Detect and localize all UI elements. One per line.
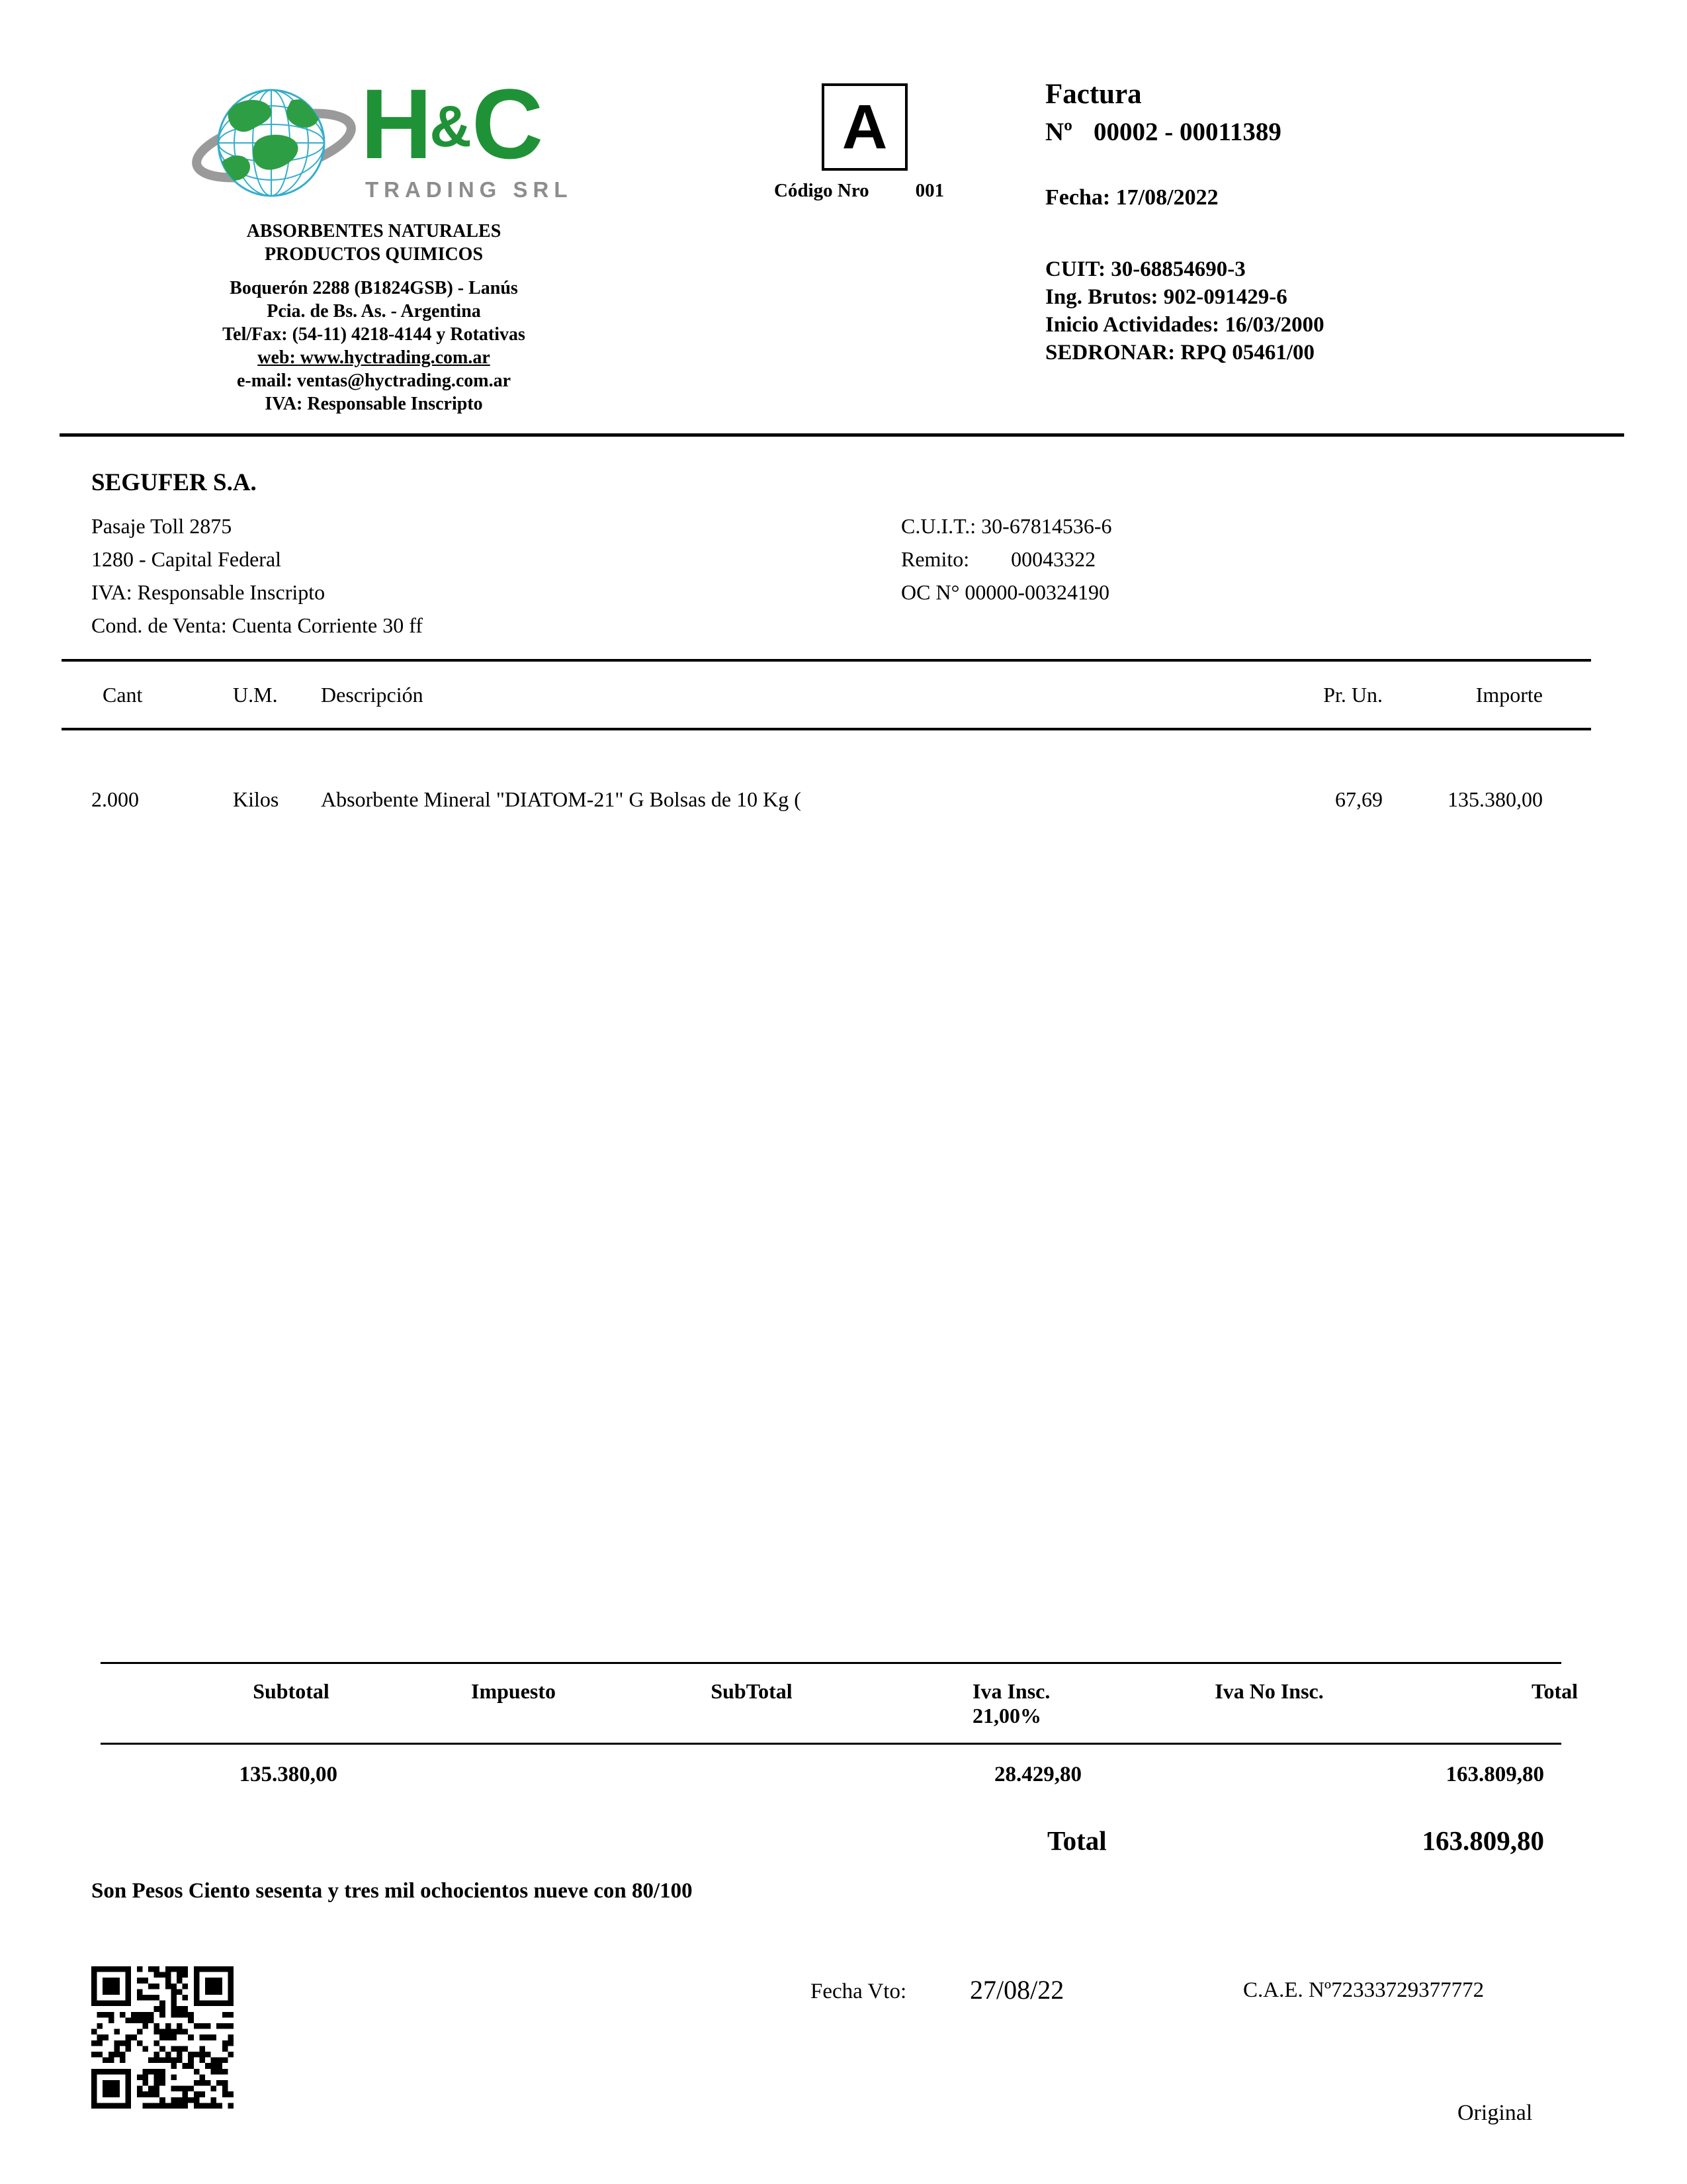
col-header-pr-un: Pr. Un. [1323,683,1383,707]
customer-address-2: 1280 - Capital Federal [91,547,282,571]
seller-web: web: www.hyctrading.com.ar [257,347,490,368]
item-pr-un: 67,69 [1335,787,1383,811]
table-header-rule [62,728,1591,730]
col-header-cant: Cant [103,683,143,707]
seller-iva: IVA: Responsable Inscripto [265,394,483,414]
totals-header-subtotal: Subtotal [253,1679,329,1703]
totals-top-rule [101,1662,1561,1664]
totals-subtotal-value: 135.380,00 [239,1763,337,1786]
seller-info-block [126,220,622,415]
brand-subtitle: TRADING SRL [365,177,573,202]
invoice-title: Factura [1045,79,1142,110]
customer-iva: IVA: Responsable Inscripto [91,580,325,604]
remito-value: 00043322 [1011,547,1096,571]
seller-cuit: CUIT: 30-68854690-3 [1045,257,1246,281]
totals-header-subtotal2: SubTotal [711,1679,793,1703]
invoice-number-label: Nº [1045,118,1073,146]
codigo-nro-label: Código Nro [774,180,869,201]
col-header-um: U.M. [233,683,278,707]
item-um: Kilos [233,787,279,811]
fecha-vto-label: Fecha Vto: [810,1980,907,2003]
invoice-type-letter: A [842,91,888,162]
brand-c: C [471,68,541,179]
iva-insc-rate: 21,00% [973,1704,1041,1727]
totals-header-impuesto: Impuesto [470,1679,556,1703]
item-descripcion: Absorbente Mineral "DIATOM-21" G Bolsas de 10 Kg ( [321,787,801,811]
customer-address-1: Pasaje Toll 2875 [91,514,232,538]
seller-email: e-mail: ventas@hyctrading.com.ar [236,371,511,391]
seller-fiscal-block [1045,255,1641,367]
seller-sedronar: SEDRONAR: RPQ 05461/00 [1045,341,1315,365]
seller-ing-brutos: Ing. Brutos: 902-091429-6 [1045,285,1287,309]
brand-logo-text [361,68,541,179]
customer-remito-row [901,543,1111,576]
invoice-number-value: 00002 - 00011389 [1094,118,1281,146]
totals-total-value: 163.809,80 [1446,1763,1544,1786]
codigo-nro-row [774,180,944,202]
grand-total-label: Total [1047,1825,1107,1856]
seller-telfax: Tel/Fax: (54-11) 4218-4144 y Rotativas [222,324,525,345]
invoice-header-block [1045,78,1641,367]
seller-address-2: Pcia. de Bs. As. - Argentina [267,301,481,322]
seller-tagline-2: PRODUCTOS QUIMICOS [264,244,484,265]
customer-cuit: C.U.I.T.: 30-67814536-6 [901,514,1112,538]
codigo-nro-value: 001 [915,180,945,201]
iva-insc-label: Iva Insc. [973,1679,1051,1703]
totals-header-iva-no-insc: Iva No Insc. [1215,1679,1324,1703]
invoice-date: Fecha: 17/08/2022 [1045,185,1219,210]
brand-ampersand: & [429,93,472,159]
globe-logo-icon [192,74,364,212]
invoice-type-box [822,83,908,171]
amount-in-words: Son Pesos Ciento sesenta y tres mil ochocientos nueve con 80/100 [91,1879,693,1903]
seller-tagline-1: ABSORBENTES NATURALES [246,221,501,241]
col-header-descripcion: Descripción [321,683,423,707]
totals-header-total: Total [1532,1679,1578,1703]
totals-iva-insc-value: 28.429,80 [994,1763,1082,1786]
fecha-vto-value: 27/08/22 [970,1975,1064,2005]
item-importe: 135.380,00 [1448,787,1543,811]
customer-cond-venta: Cond. de Venta: Cuenta Corriente 30 ff [91,613,423,637]
item-cant: 2.000 [91,787,139,811]
table-top-rule [62,659,1591,662]
customer-name: SEGUFER S.A. [91,469,257,496]
invoice-number-row [1045,117,1641,147]
grand-total-value: 163.809,80 [1422,1825,1544,1856]
copy-label: Original [1457,2101,1533,2125]
col-header-importe: Importe [1475,683,1543,707]
cae-number: C.A.E. Nº72333729377772 [1243,1978,1485,2002]
seller-inicio-actividades: Inicio Actividades: 16/03/2000 [1045,313,1324,337]
brand-h: H [361,68,430,179]
customer-oc: OC N° 00000-00324190 [901,580,1110,604]
customer-fiscal-block [901,509,1111,609]
header-divider [60,433,1624,437]
remito-label: Remito: [901,547,970,571]
totals-header-iva-insc [946,1679,1095,1728]
totals-mid-rule [101,1743,1561,1745]
customer-address-block [91,509,423,642]
seller-address-1: Boquerón 2288 (B1824GSB) - Lanús [230,278,518,298]
qr-code [91,1966,234,2109]
